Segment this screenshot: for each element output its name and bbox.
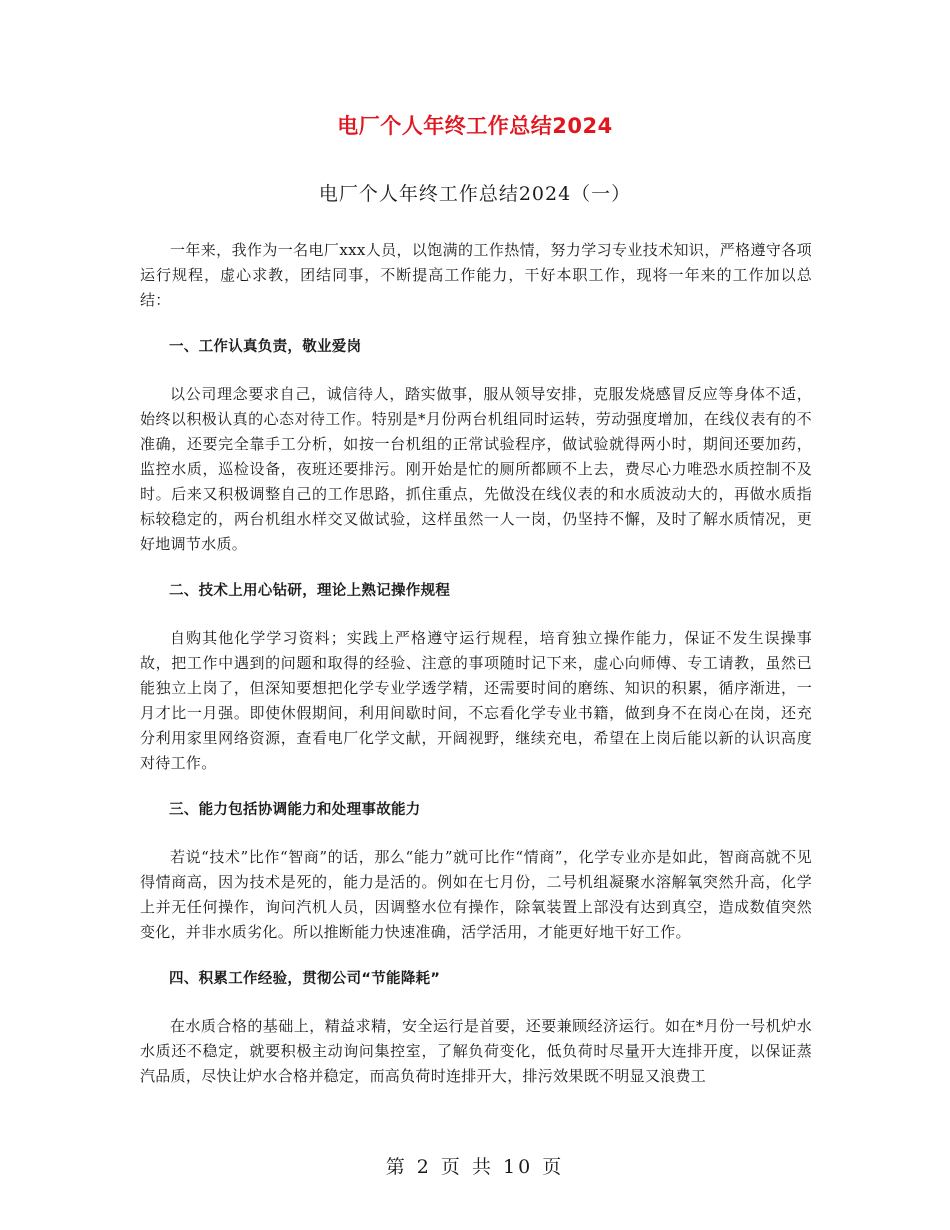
intro-paragraph: 一年来，我作为一名电厂xxx人员，以饱满的工作热情，努力学习专业技术知识，严格遵守各项运行规程，虚心求教，团结同事，不断提高工作能力，干好本职工作，现将一年来的工作加以总结： — [140, 241, 812, 309]
section-heading-2: 二、技术上用心钻研，理论上熟记操作规程 — [169, 583, 451, 599]
section-paragraph-2: 自购其他化学学习资料；实践上严格遵守运行规程，培育独立操作能力，保证不发生误操事故，把工作中遇到的问题和取得的经验、注意的事项随时记下来，虚心向师傅、专工请教，虽然已能独立上岗了，但深知要想把化学专业学透学精，还需要时间的磨练、知识的积累，循序渐进，一月才比一月强。即使休假期间，利用间歇时间，不忘看化学专业书籍，做到身不在岗心在岗，还充分利用家里网络资源，查看电厂化学文献，开阔视野，继续充电，希望在上岗后能以新的认识高度对待工作。 — [140, 629, 812, 772]
document-body — [140, 238, 812, 1089]
document-title: 电厂个人年终工作总结2024 — [337, 114, 613, 138]
section-paragraph-3: 若说“技术”比作“智商”的话，那么“能力”就可比作“情商”，化学专业亦是如此，智商高就不见得情商高，因为技术是死的，能力是活的。例如在七月份，二号机组凝聚水溶解氧突然升高，化学上并无任何操作，询问汽机人员，因调整水位有操作，除氧装置上部没有达到真空，造成数值突然变化，并非水质劣化。所以推断能力快速准确，活学活用，才能更好地干好工作。 — [140, 848, 812, 941]
section-heading-4: 四、积累工作经验，贯彻公司“节能降耗” — [169, 971, 441, 987]
section-heading-1: 一、工作认真负责，敬业爱岗 — [169, 339, 362, 355]
page-number-footer: 第 2 页 共 10 页 — [385, 1156, 565, 1178]
section-heading-3: 三、能力包括协调能力和处理事故能力 — [169, 802, 421, 818]
section-paragraph-4: 在水质合格的基础上，精益求精，安全运行是首要，还要兼顾经济运行。如在*月份一号机炉水水质还不稳定，就要积极主动询问集控室，了解负荷变化，低负荷时尽量开大连排开度，以保证蒸汽品质，尽快让炉水合格并稳定，而高负荷时连排开大，排污效果既不明显又浪费工 — [140, 1017, 812, 1085]
section-paragraph-1: 以公司理念要求自己，诚信待人，踏实做事，服从领导安排，克服发烧感冒反应等身体不适，始终以积极认真的心态对待工作。特别是*月份两台机组同时运转，劳动强度增加，在线仪表有的不准确，还要完全靠手工分析，如按一台机组的正常试验程序，做试验就得两小时，期间还要加药，监控水质，巡检设备，夜班还要排污。刚开始是忙的厕所都顾不上去，费尽心力唯恐水质控制不及时。后来又积极调整自己的工作思路，抓住重点，先做没在线仪表的和水质波动大的，再做水质指标较稳定的，两台机组水样交叉做试验，这样虽然一人一岗，仍坚持不懈，及时了解水质情况，更好地调节水质。 — [140, 385, 812, 553]
document-subtitle: 电厂个人年终工作总结2024（一） — [318, 183, 632, 205]
